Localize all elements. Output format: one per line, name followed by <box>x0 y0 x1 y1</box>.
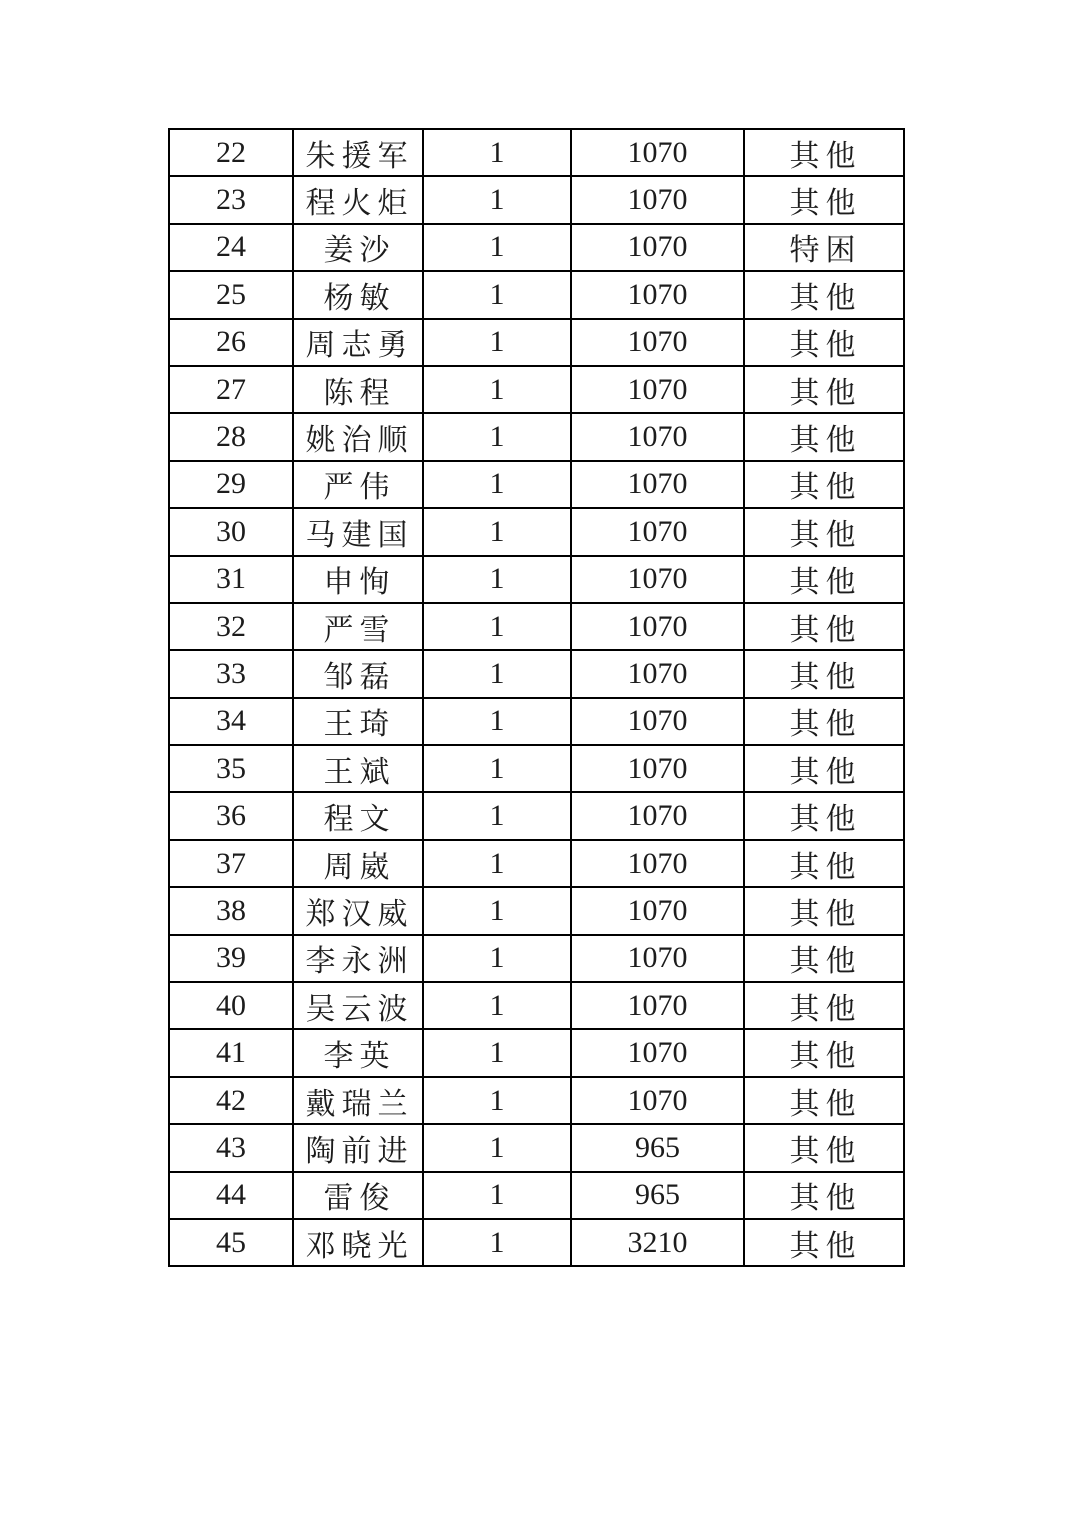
amount-cell: 1070 <box>571 129 744 176</box>
count-cell: 1 <box>423 840 571 887</box>
name-cell: 周志勇 <box>293 319 423 366</box>
table-row <box>169 556 904 603</box>
name-cell: 杨敏 <box>293 271 423 318</box>
row-index-cell: 29 <box>169 461 293 508</box>
table-row <box>169 982 904 1029</box>
table-row <box>169 887 904 934</box>
count-cell: 1 <box>423 413 571 460</box>
name-cell: 严伟 <box>293 461 423 508</box>
table-body <box>169 129 904 1266</box>
category-cell: 其他 <box>744 1029 904 1076</box>
name-cell: 邹磊 <box>293 650 423 697</box>
category-cell: 其他 <box>744 650 904 697</box>
table-row <box>169 176 904 223</box>
amount-cell: 1070 <box>571 603 744 650</box>
amount-cell: 1070 <box>571 792 744 839</box>
amount-cell: 965 <box>571 1172 744 1219</box>
table-row <box>169 129 904 176</box>
count-cell: 1 <box>423 224 571 271</box>
amount-cell: 1070 <box>571 556 744 603</box>
count-cell: 1 <box>423 1077 571 1124</box>
row-index-cell: 40 <box>169 982 293 1029</box>
category-cell: 其他 <box>744 745 904 792</box>
name-cell: 吴云波 <box>293 982 423 1029</box>
count-cell: 1 <box>423 1219 571 1266</box>
row-index-cell: 43 <box>169 1124 293 1171</box>
table-row <box>169 224 904 271</box>
row-index-cell: 38 <box>169 887 293 934</box>
count-cell: 1 <box>423 461 571 508</box>
name-cell: 马建国 <box>293 508 423 555</box>
table-row <box>169 1172 904 1219</box>
category-cell: 其他 <box>744 508 904 555</box>
count-cell: 1 <box>423 176 571 223</box>
amount-cell: 1070 <box>571 176 744 223</box>
amount-cell: 1070 <box>571 650 744 697</box>
count-cell: 1 <box>423 792 571 839</box>
table-row <box>169 508 904 555</box>
row-index-cell: 30 <box>169 508 293 555</box>
table-row <box>169 461 904 508</box>
table-row <box>169 271 904 318</box>
category-cell: 其他 <box>744 698 904 745</box>
name-cell: 雷俊 <box>293 1172 423 1219</box>
table-row <box>169 1124 904 1171</box>
category-cell: 其他 <box>744 982 904 1029</box>
category-cell: 其他 <box>744 1077 904 1124</box>
count-cell: 1 <box>423 508 571 555</box>
count-cell: 1 <box>423 935 571 982</box>
name-cell: 姚治顺 <box>293 413 423 460</box>
category-cell: 其他 <box>744 1124 904 1171</box>
count-cell: 1 <box>423 271 571 318</box>
category-cell: 其他 <box>744 603 904 650</box>
category-cell: 其他 <box>744 935 904 982</box>
count-cell: 1 <box>423 603 571 650</box>
amount-cell: 1070 <box>571 698 744 745</box>
amount-cell: 3210 <box>571 1219 744 1266</box>
name-cell: 程火炬 <box>293 176 423 223</box>
category-cell: 特困 <box>744 224 904 271</box>
table-row <box>169 319 904 366</box>
count-cell: 1 <box>423 556 571 603</box>
amount-cell: 1070 <box>571 887 744 934</box>
name-cell: 戴瑞兰 <box>293 1077 423 1124</box>
table-row <box>169 745 904 792</box>
category-cell: 其他 <box>744 176 904 223</box>
count-cell: 1 <box>423 650 571 697</box>
count-cell: 1 <box>423 1172 571 1219</box>
row-index-cell: 24 <box>169 224 293 271</box>
name-cell: 程文 <box>293 792 423 839</box>
count-cell: 1 <box>423 1124 571 1171</box>
name-cell: 周崴 <box>293 840 423 887</box>
count-cell: 1 <box>423 887 571 934</box>
row-index-cell: 34 <box>169 698 293 745</box>
amount-cell: 1070 <box>571 413 744 460</box>
amount-cell: 1070 <box>571 745 744 792</box>
category-cell: 其他 <box>744 556 904 603</box>
amount-cell: 1070 <box>571 271 744 318</box>
table-row <box>169 1077 904 1124</box>
row-index-cell: 22 <box>169 129 293 176</box>
row-index-cell: 35 <box>169 745 293 792</box>
category-cell: 其他 <box>744 413 904 460</box>
count-cell: 1 <box>423 745 571 792</box>
count-cell: 1 <box>423 319 571 366</box>
name-cell: 朱援军 <box>293 129 423 176</box>
category-cell: 其他 <box>744 319 904 366</box>
count-cell: 1 <box>423 698 571 745</box>
table-row <box>169 650 904 697</box>
table-row <box>169 366 904 413</box>
table-row <box>169 413 904 460</box>
amount-cell: 1070 <box>571 840 744 887</box>
table-row <box>169 840 904 887</box>
table-row <box>169 792 904 839</box>
amount-cell: 1070 <box>571 935 744 982</box>
category-cell: 其他 <box>744 792 904 839</box>
category-cell: 其他 <box>744 840 904 887</box>
count-cell: 1 <box>423 366 571 413</box>
name-cell: 陈程 <box>293 366 423 413</box>
table-row <box>169 935 904 982</box>
name-cell: 严雪 <box>293 603 423 650</box>
table-row <box>169 1029 904 1076</box>
name-cell: 李永洲 <box>293 935 423 982</box>
amount-cell: 1070 <box>571 508 744 555</box>
category-cell: 其他 <box>744 1219 904 1266</box>
row-index-cell: 36 <box>169 792 293 839</box>
amount-cell: 965 <box>571 1124 744 1171</box>
row-index-cell: 42 <box>169 1077 293 1124</box>
row-index-cell: 39 <box>169 935 293 982</box>
amount-cell: 1070 <box>571 224 744 271</box>
name-cell: 李英 <box>293 1029 423 1076</box>
count-cell: 1 <box>423 982 571 1029</box>
row-index-cell: 37 <box>169 840 293 887</box>
row-index-cell: 23 <box>169 176 293 223</box>
amount-cell: 1070 <box>571 1029 744 1076</box>
name-cell: 申恂 <box>293 556 423 603</box>
count-cell: 1 <box>423 1029 571 1076</box>
name-cell: 邓晓光 <box>293 1219 423 1266</box>
row-index-cell: 25 <box>169 271 293 318</box>
category-cell: 其他 <box>744 887 904 934</box>
row-index-cell: 41 <box>169 1029 293 1076</box>
count-cell: 1 <box>423 129 571 176</box>
amount-cell: 1070 <box>571 366 744 413</box>
table-row <box>169 603 904 650</box>
amount-cell: 1070 <box>571 982 744 1029</box>
row-index-cell: 45 <box>169 1219 293 1266</box>
name-cell: 王琦 <box>293 698 423 745</box>
row-index-cell: 31 <box>169 556 293 603</box>
row-index-cell: 32 <box>169 603 293 650</box>
amount-cell: 1070 <box>571 1077 744 1124</box>
category-cell: 其他 <box>744 1172 904 1219</box>
table-row <box>169 698 904 745</box>
name-cell: 姜沙 <box>293 224 423 271</box>
name-cell: 陶前进 <box>293 1124 423 1171</box>
category-cell: 其他 <box>744 129 904 176</box>
roster-table <box>168 128 905 1267</box>
row-index-cell: 44 <box>169 1172 293 1219</box>
category-cell: 其他 <box>744 366 904 413</box>
category-cell: 其他 <box>744 461 904 508</box>
table-row <box>169 1219 904 1266</box>
amount-cell: 1070 <box>571 319 744 366</box>
row-index-cell: 27 <box>169 366 293 413</box>
name-cell: 郑汉威 <box>293 887 423 934</box>
category-cell: 其他 <box>744 271 904 318</box>
row-index-cell: 26 <box>169 319 293 366</box>
row-index-cell: 33 <box>169 650 293 697</box>
name-cell: 王斌 <box>293 745 423 792</box>
amount-cell: 1070 <box>571 461 744 508</box>
row-index-cell: 28 <box>169 413 293 460</box>
